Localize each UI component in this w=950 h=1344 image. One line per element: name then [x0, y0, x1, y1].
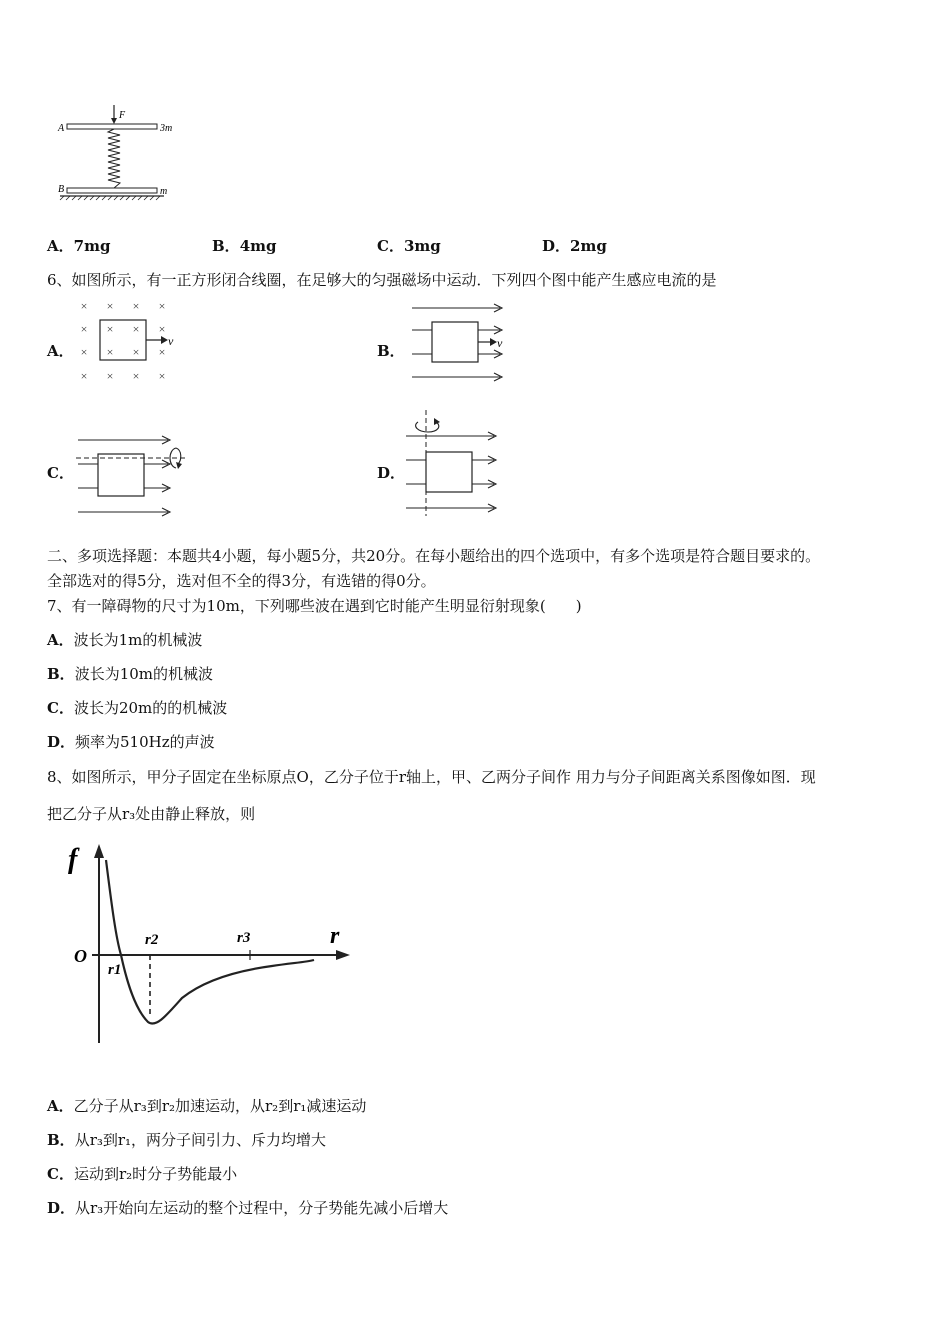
q7-stem: 7、有一障碍物的尺寸为10m，下列哪些波在遇到它时能产生明显衍射现象( ) — [47, 597, 582, 615]
q8-option-a — [47, 1096, 366, 1116]
section-2-heading: 二、多项选择题：本题共4小题，每小题5分，共20分。在每小题给出的四个选项中，有多个选项是符合题目要求的。 — [47, 547, 821, 565]
r1-label: r1 — [108, 962, 122, 978]
q6-stem: 6、如图所示，有一正方形闭合线圈，在足够大的匀强磁场中运动．下列四个图中能产生感应电流的是 — [47, 271, 717, 289]
q8-option-b — [47, 1130, 326, 1150]
coil-figure-b — [410, 300, 520, 386]
section-2-scoring: 全部选对的得5分，选对但不全的得3分，有选错的得0分。 — [47, 572, 436, 590]
coil-figure-d — [404, 410, 514, 518]
option-text: 频率为510Hz的声波 — [75, 733, 215, 751]
option-letter: C． — [47, 699, 74, 717]
option-text: 波长为10m的机械波 — [74, 665, 213, 683]
svg-text:×: × — [132, 345, 140, 359]
velocity-label: v — [168, 334, 174, 348]
force-distance-graph — [62, 838, 362, 1050]
velocity-label: v — [497, 336, 503, 350]
q5-option-a — [47, 236, 110, 256]
option-letter: B． — [47, 665, 75, 683]
coil-figure-a — [72, 298, 182, 388]
svg-text:×: × — [80, 369, 88, 383]
svg-text:×: × — [106, 345, 114, 359]
option-letter: B． — [212, 237, 240, 255]
force-curve — [106, 860, 314, 1024]
svg-text:×: × — [158, 345, 166, 359]
option-letter: D． — [47, 1199, 76, 1217]
r2-label: r2 — [145, 932, 159, 948]
q6-option-c-label: C． — [47, 464, 74, 482]
plate-a-label: A — [58, 123, 65, 134]
coil-figure-c — [76, 430, 196, 520]
svg-text:×: × — [80, 299, 88, 313]
option-letter: D． — [542, 237, 571, 255]
svg-text:×: × — [158, 299, 166, 313]
q6-option-a-label: A． — [47, 342, 74, 360]
q6-option-b-label: B． — [377, 342, 405, 360]
force-label: F — [119, 110, 126, 121]
x-axis-label: r — [330, 923, 340, 949]
spring-plates-figure — [52, 100, 192, 205]
option-text: 乙分子从r₃到r₂加速运动，从r₂到r₁减速运动 — [73, 1097, 367, 1115]
q7-option-d — [47, 732, 215, 752]
q7-option-b — [47, 664, 213, 684]
svg-text:×: × — [158, 369, 166, 383]
q5-option-c — [377, 236, 441, 256]
q5-option-b — [212, 236, 276, 256]
option-text: 7mg — [73, 237, 111, 255]
svg-text:×: × — [106, 299, 114, 313]
option-text: 4mg — [239, 237, 277, 255]
option-letter: A． — [47, 237, 74, 255]
origin-label: O — [74, 946, 87, 966]
option-letter: A． — [47, 631, 74, 649]
option-letter: C． — [377, 237, 404, 255]
q6-option-d-label: D． — [377, 464, 406, 482]
q7-option-a — [47, 630, 202, 650]
q5-option-d — [542, 236, 607, 256]
option-text: 3mg — [403, 237, 441, 255]
option-text: 从r₃到r₁，两分子间引力、斥力均增大 — [74, 1131, 327, 1149]
q8-stem-line-1: 8、如图所示，甲分子固定在坐标原点O，乙分子位于r轴上，甲、乙两分子间作 用力与分子间距离关系图像如图．现 — [47, 768, 816, 786]
q8-option-c — [47, 1164, 237, 1184]
option-text: 波长为20m的的机械波 — [73, 699, 228, 717]
q8-option-d — [47, 1198, 448, 1218]
option-text: 运动到r₂时分子势能最小 — [73, 1165, 238, 1183]
plate-b-label: B — [58, 184, 65, 195]
option-letter: D． — [47, 733, 76, 751]
q8-stem-line-2: 把乙分子从r₃处由静止释放，则 — [47, 805, 256, 823]
mass-bottom-label: m — [160, 186, 168, 197]
option-letter: B． — [47, 1131, 75, 1149]
svg-text:×: × — [158, 322, 166, 336]
svg-text:×: × — [132, 369, 140, 383]
option-letter: A． — [47, 1097, 74, 1115]
q7-option-c — [47, 698, 227, 718]
svg-text:×: × — [132, 299, 140, 313]
svg-text:×: × — [106, 322, 114, 336]
option-letter: C． — [47, 1165, 74, 1183]
svg-text:×: × — [80, 322, 88, 336]
svg-text:×: × — [80, 345, 88, 359]
svg-text:×: × — [106, 369, 114, 383]
svg-text:×: × — [132, 322, 140, 336]
option-text: 波长为1m的机械波 — [73, 631, 203, 649]
option-text: 2mg — [570, 237, 607, 255]
mass-top-label: 3m — [160, 123, 173, 134]
y-axis-label: f — [68, 844, 78, 875]
r3-label: r3 — [237, 930, 251, 946]
option-text: 从r₃开始向左运动的整个过程中，分子势能先减小后增大 — [75, 1199, 449, 1217]
